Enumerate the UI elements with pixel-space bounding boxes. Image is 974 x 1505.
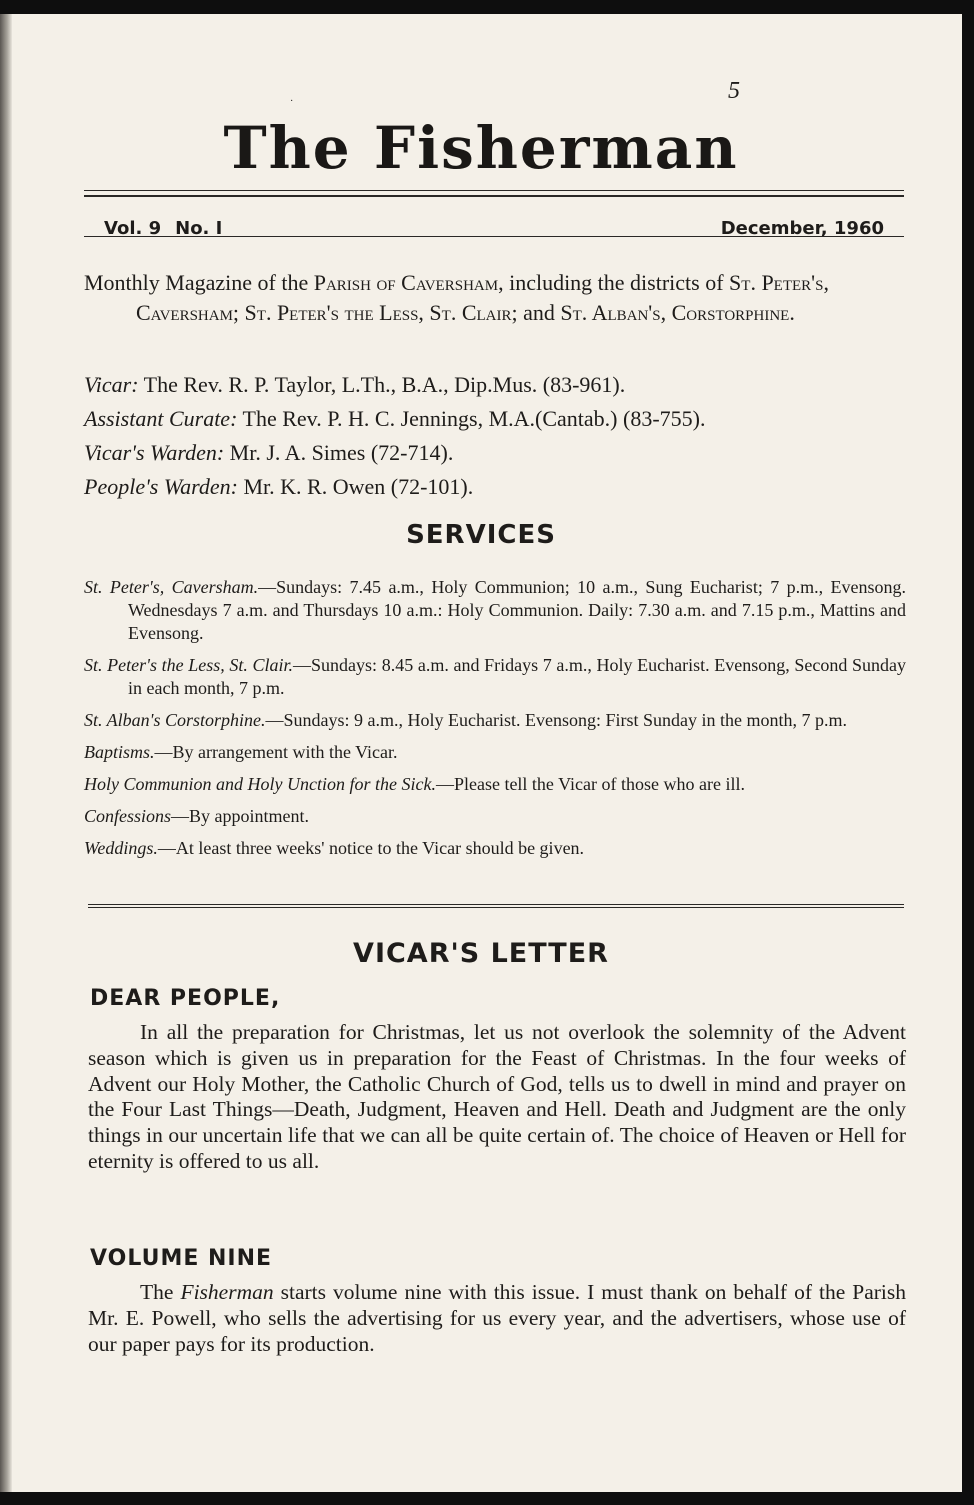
volume-text-post: starts volume nine with this issue. I must thank on behalf of the Parish Mr. E. Powell, who sells the advertising for us every year, and the advertisers, whose use of our paper pays for its production. [88,1280,907,1356]
officer-detail: Mr. K. R. Owen (72-101). [238,474,474,499]
officer-role: Vicar's Warden: [84,440,225,465]
officer-vicars-warden [84,436,906,470]
section-divider [88,904,904,908]
service-text: —Sundays: 9 a.m., Holy Eucharist. Evensong: First Sunday in the month, 7 p.m. [265,710,848,730]
intro-district-3: St. Alban's, Corstorphine [560,300,790,325]
service-label: St. Peter's, Caversham. [84,577,259,597]
letter-paragraph: In all the preparation for Christmas, let us not overlook the solemnity of the Advent season which is given us in preparation for the Feast of Christmas. In the four weeks of Advent our Holy Mother, the Catholic Church of God, tells us to dwell in mind and prayer on the Four Last Things—Death, Judgment, Heaven and Hell. Death and Judgment are the only things in our uncertain life that we can all be quite certain of. The choice of Heaven or Hell for eternity is offered to us all. [88,1020,906,1173]
officers-list [84,368,906,504]
service-item [84,773,906,796]
service-item [84,837,906,860]
magazine-page [0,14,962,1492]
services-list [84,576,906,869]
service-item [84,576,906,645]
officer-vicar [84,368,906,402]
officer-role: Vicar: [84,372,139,397]
intro-parish: Parish of Caversham [313,270,499,295]
intro-block [84,268,906,328]
speck: · [290,96,294,107]
masthead-rule-double [84,195,904,197]
service-text: —Sundays: 8.45 a.m. and Fridays 7 a.m., Holy Eucharist. Evensong, Second Sunday in each month, 7 p.m. [128,655,906,698]
salutation: DEAR PEOPLE, [90,986,281,1011]
magazine-title-ref: Fisherman [180,1280,274,1304]
issue-date: December, 1960 [720,218,884,239]
binding-edge [0,14,12,1492]
intro-sep-2: ; and [511,300,561,325]
services-heading: SERVICES [406,520,556,550]
volume-heading: VOLUME NINE [90,1246,273,1271]
officer-assistant-curate [84,402,906,436]
service-label: Baptisms. [84,742,155,762]
service-label: Confessions [84,806,172,826]
intro-district-2: St. Peter's the Less, St. Clair [244,300,512,325]
service-text: —At least three weeks' notice to the Vicar should be given. [157,838,585,858]
intro-paragraph [84,268,906,328]
intro-lead: Monthly Magazine of the [84,270,314,295]
officer-detail: The Rev. R. P. Taylor, L.Th., B.A., Dip.Mus. (83-961). [138,372,626,397]
service-item [84,709,906,732]
intro-sep-1: ; [232,300,245,325]
service-item [84,805,906,828]
service-text: —By arrangement with the Vicar. [154,742,398,762]
intro-end: . [789,300,795,325]
service-text: —By appointment. [171,806,310,826]
issue-rule [84,236,904,237]
service-item [84,654,906,700]
intro-district-1: St. Peter's, Caversham [136,270,829,325]
service-text: —Sundays: 7.45 a.m., Holy Communion; 10 a.m., Sung Eucharist; 7 p.m., Evensong. Wednesdays 7 a.m. and Thursdays 10 a.m.: Holy Communion. Daily: 7.30 a.m. and 7.15 p.m., Mattins and Evensong. [128,577,907,643]
service-label: Holy Communion and Holy Unction for the Sick. [84,774,436,794]
volume-number: Vol. 9 [104,218,162,239]
masthead-title: The Fisherman [223,114,739,182]
letter-heading: VICAR'S LETTER [353,938,609,969]
officer-detail: The Rev. P. H. C. Jennings, M.A.(Cantab.) (83-755). [237,406,706,431]
service-label: St. Alban's Corstorphine. [84,710,266,730]
intro-mid: , including the districts of [498,270,730,295]
officer-peoples-warden [84,470,906,504]
volume-paragraph [88,1280,906,1357]
officer-role: People's Warden: [84,474,238,499]
service-label: Weddings. [84,838,158,858]
service-label: St. Peter's the Less, St. Clair. [84,655,294,675]
service-item [84,741,906,764]
issue-number: No. I [175,218,223,239]
page-number: 5 [728,78,740,104]
service-text: —Please tell the Vicar of those who are ill. [435,774,745,794]
masthead-rule [84,190,904,191]
volume-text-pre: The [140,1280,181,1304]
officer-role: Assistant Curate: [84,406,238,431]
officer-detail: Mr. J. A. Simes (72-714). [224,440,454,465]
